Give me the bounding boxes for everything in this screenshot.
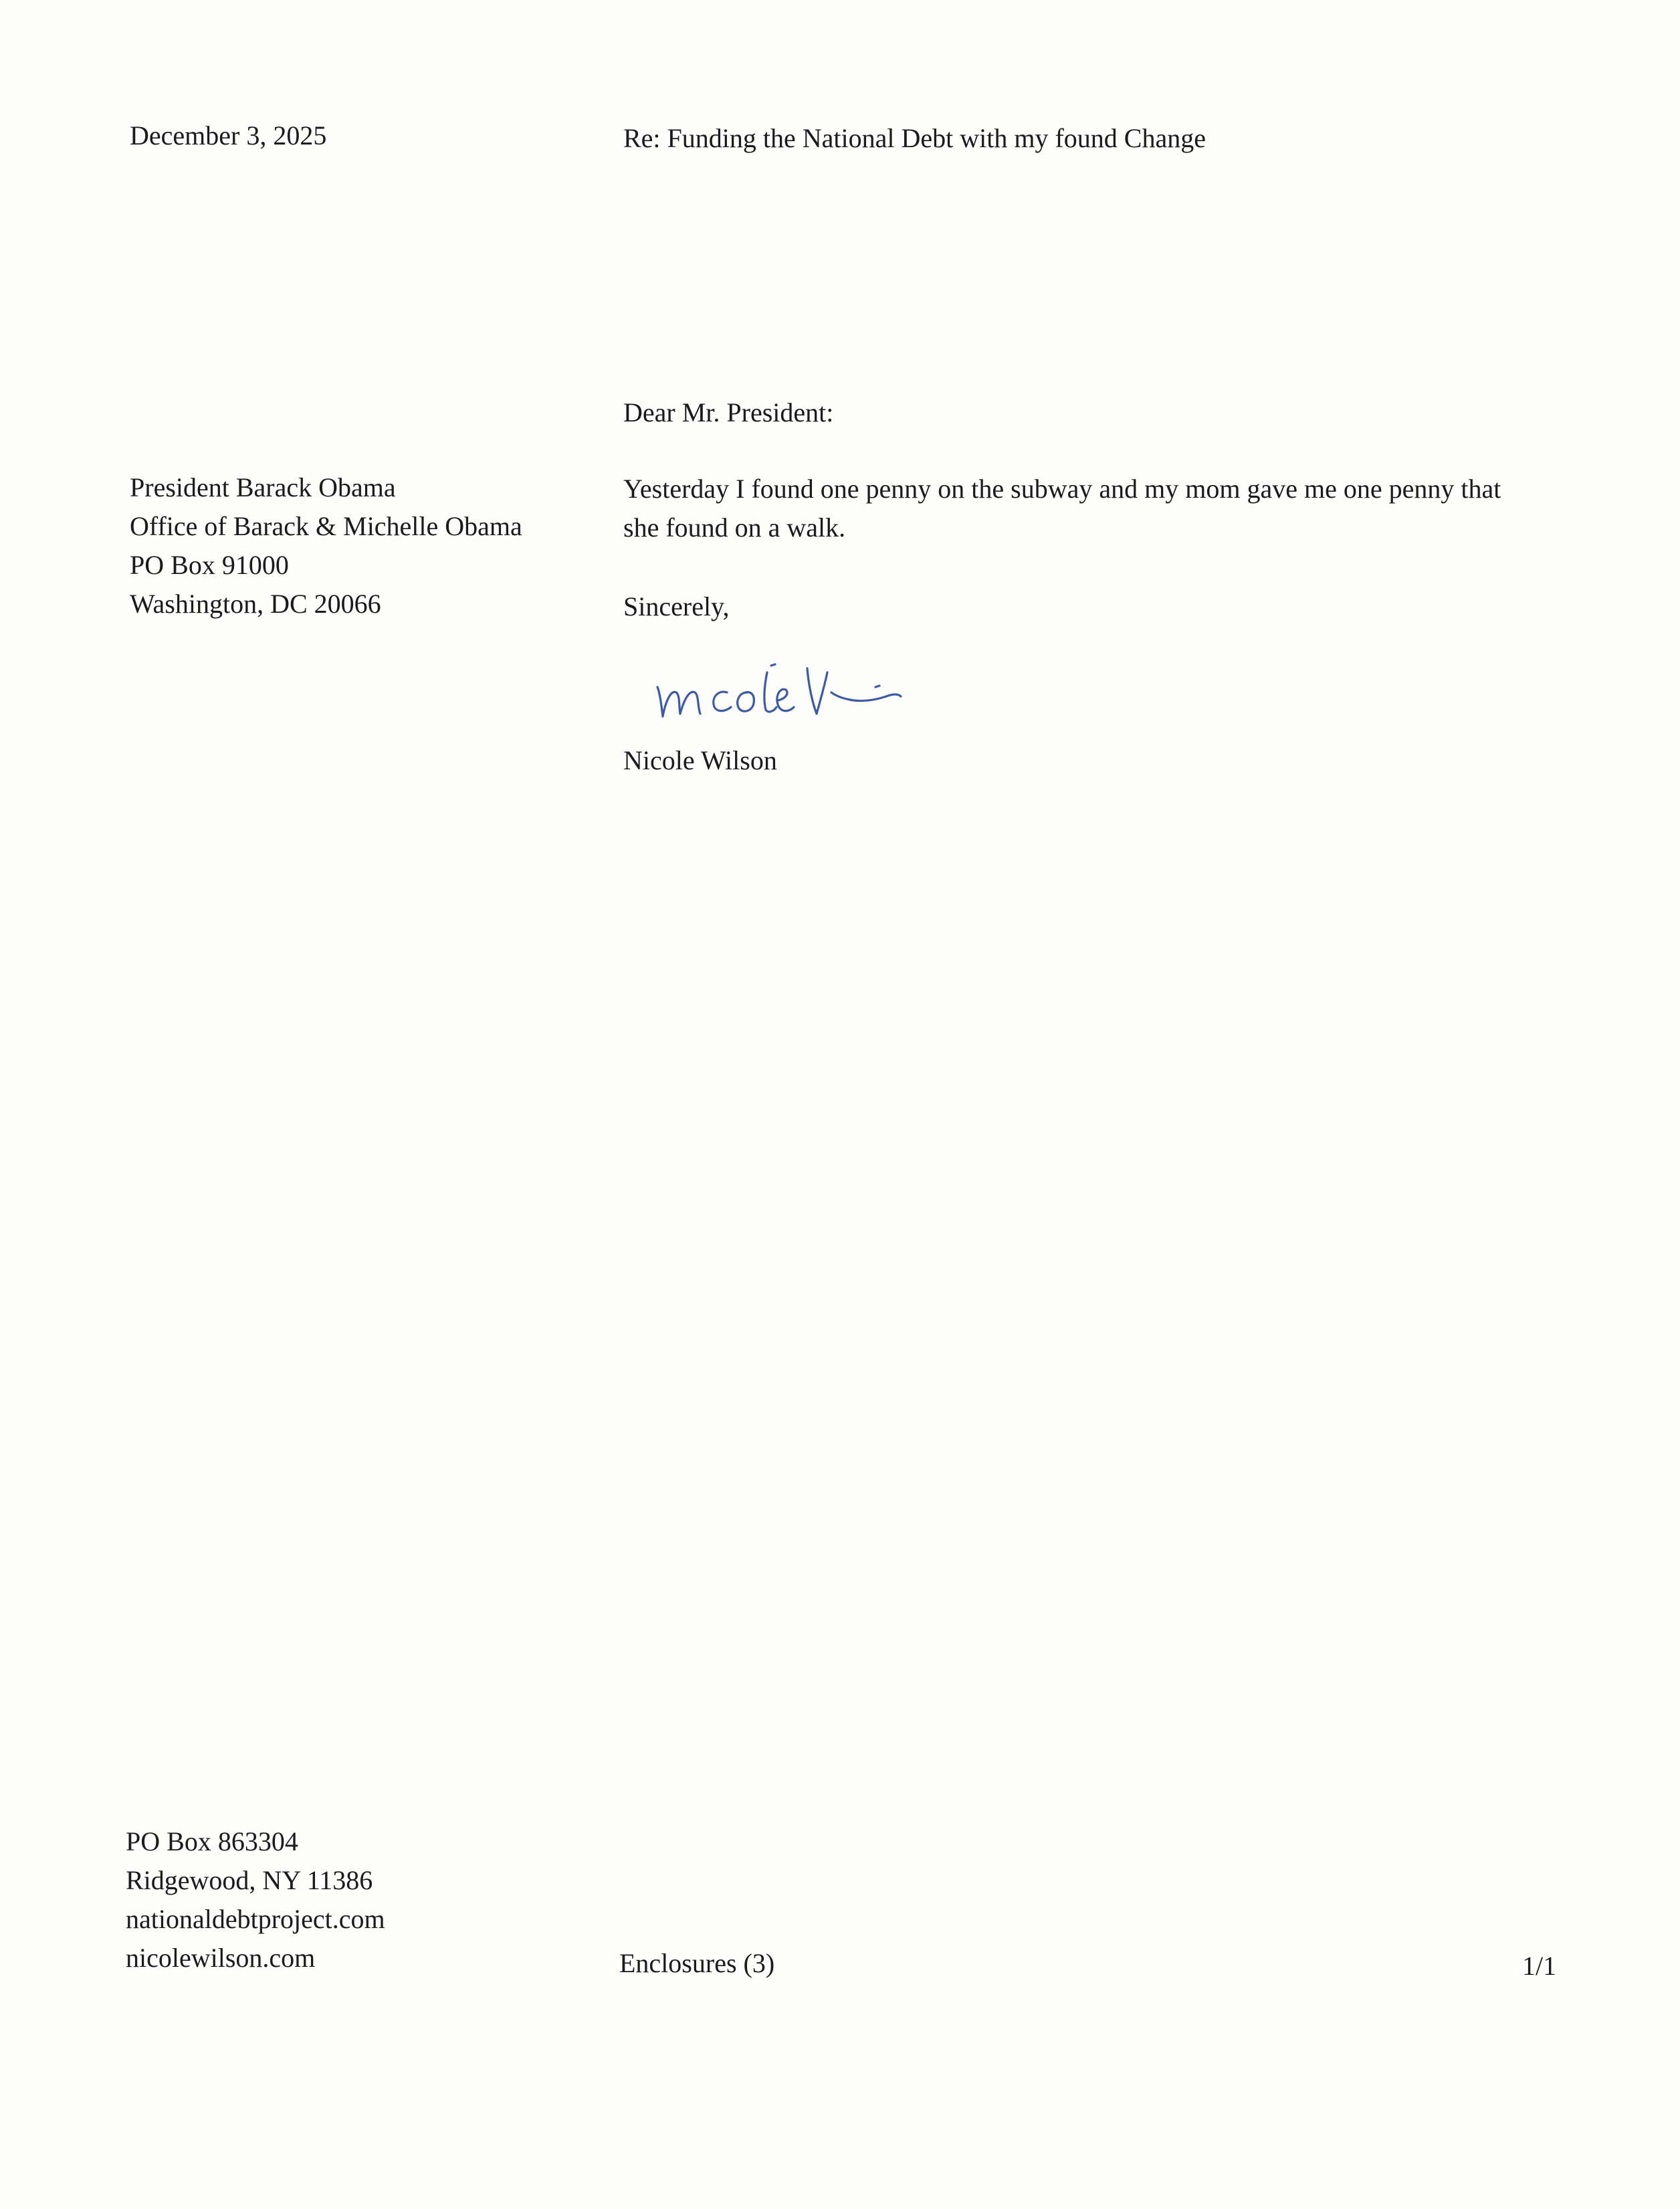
handwritten-signature <box>652 652 973 726</box>
page-number: 1/1 <box>1522 1951 1557 1981</box>
recipient-name: President Barack Obama <box>130 472 396 502</box>
letter-body <box>623 470 1501 547</box>
salutation: Dear Mr. President: <box>623 397 834 427</box>
subject-line: Re: Funding the National Debt with my found Change <box>623 123 1206 153</box>
signer-name: Nicole Wilson <box>623 745 777 775</box>
recipient-po-box: PO Box 91000 <box>130 550 289 580</box>
sender-city: Ridgewood, NY 11386 <box>126 1865 373 1895</box>
recipient-office: Office of Barack & Michelle Obama <box>130 511 522 541</box>
sender-website: nationaldebtproject.com <box>126 1904 385 1934</box>
signature-drawing <box>652 652 973 726</box>
enclosures-note: Enclosures (3) <box>619 1948 775 1978</box>
body-line: Yesterday I found one penny on the subway and my mom gave me one penny that <box>623 474 1501 504</box>
letter-date: December 3, 2025 <box>130 120 327 151</box>
recipient-address <box>130 468 522 623</box>
closing: Sincerely, <box>623 591 730 621</box>
body-line: she found on a walk. <box>623 512 846 543</box>
sender-website: nicolewilson.com <box>126 1943 316 1973</box>
sender-address <box>126 1822 385 1978</box>
sender-po-box: PO Box 863304 <box>126 1826 298 1856</box>
recipient-city: Washington, DC 20066 <box>130 589 381 619</box>
